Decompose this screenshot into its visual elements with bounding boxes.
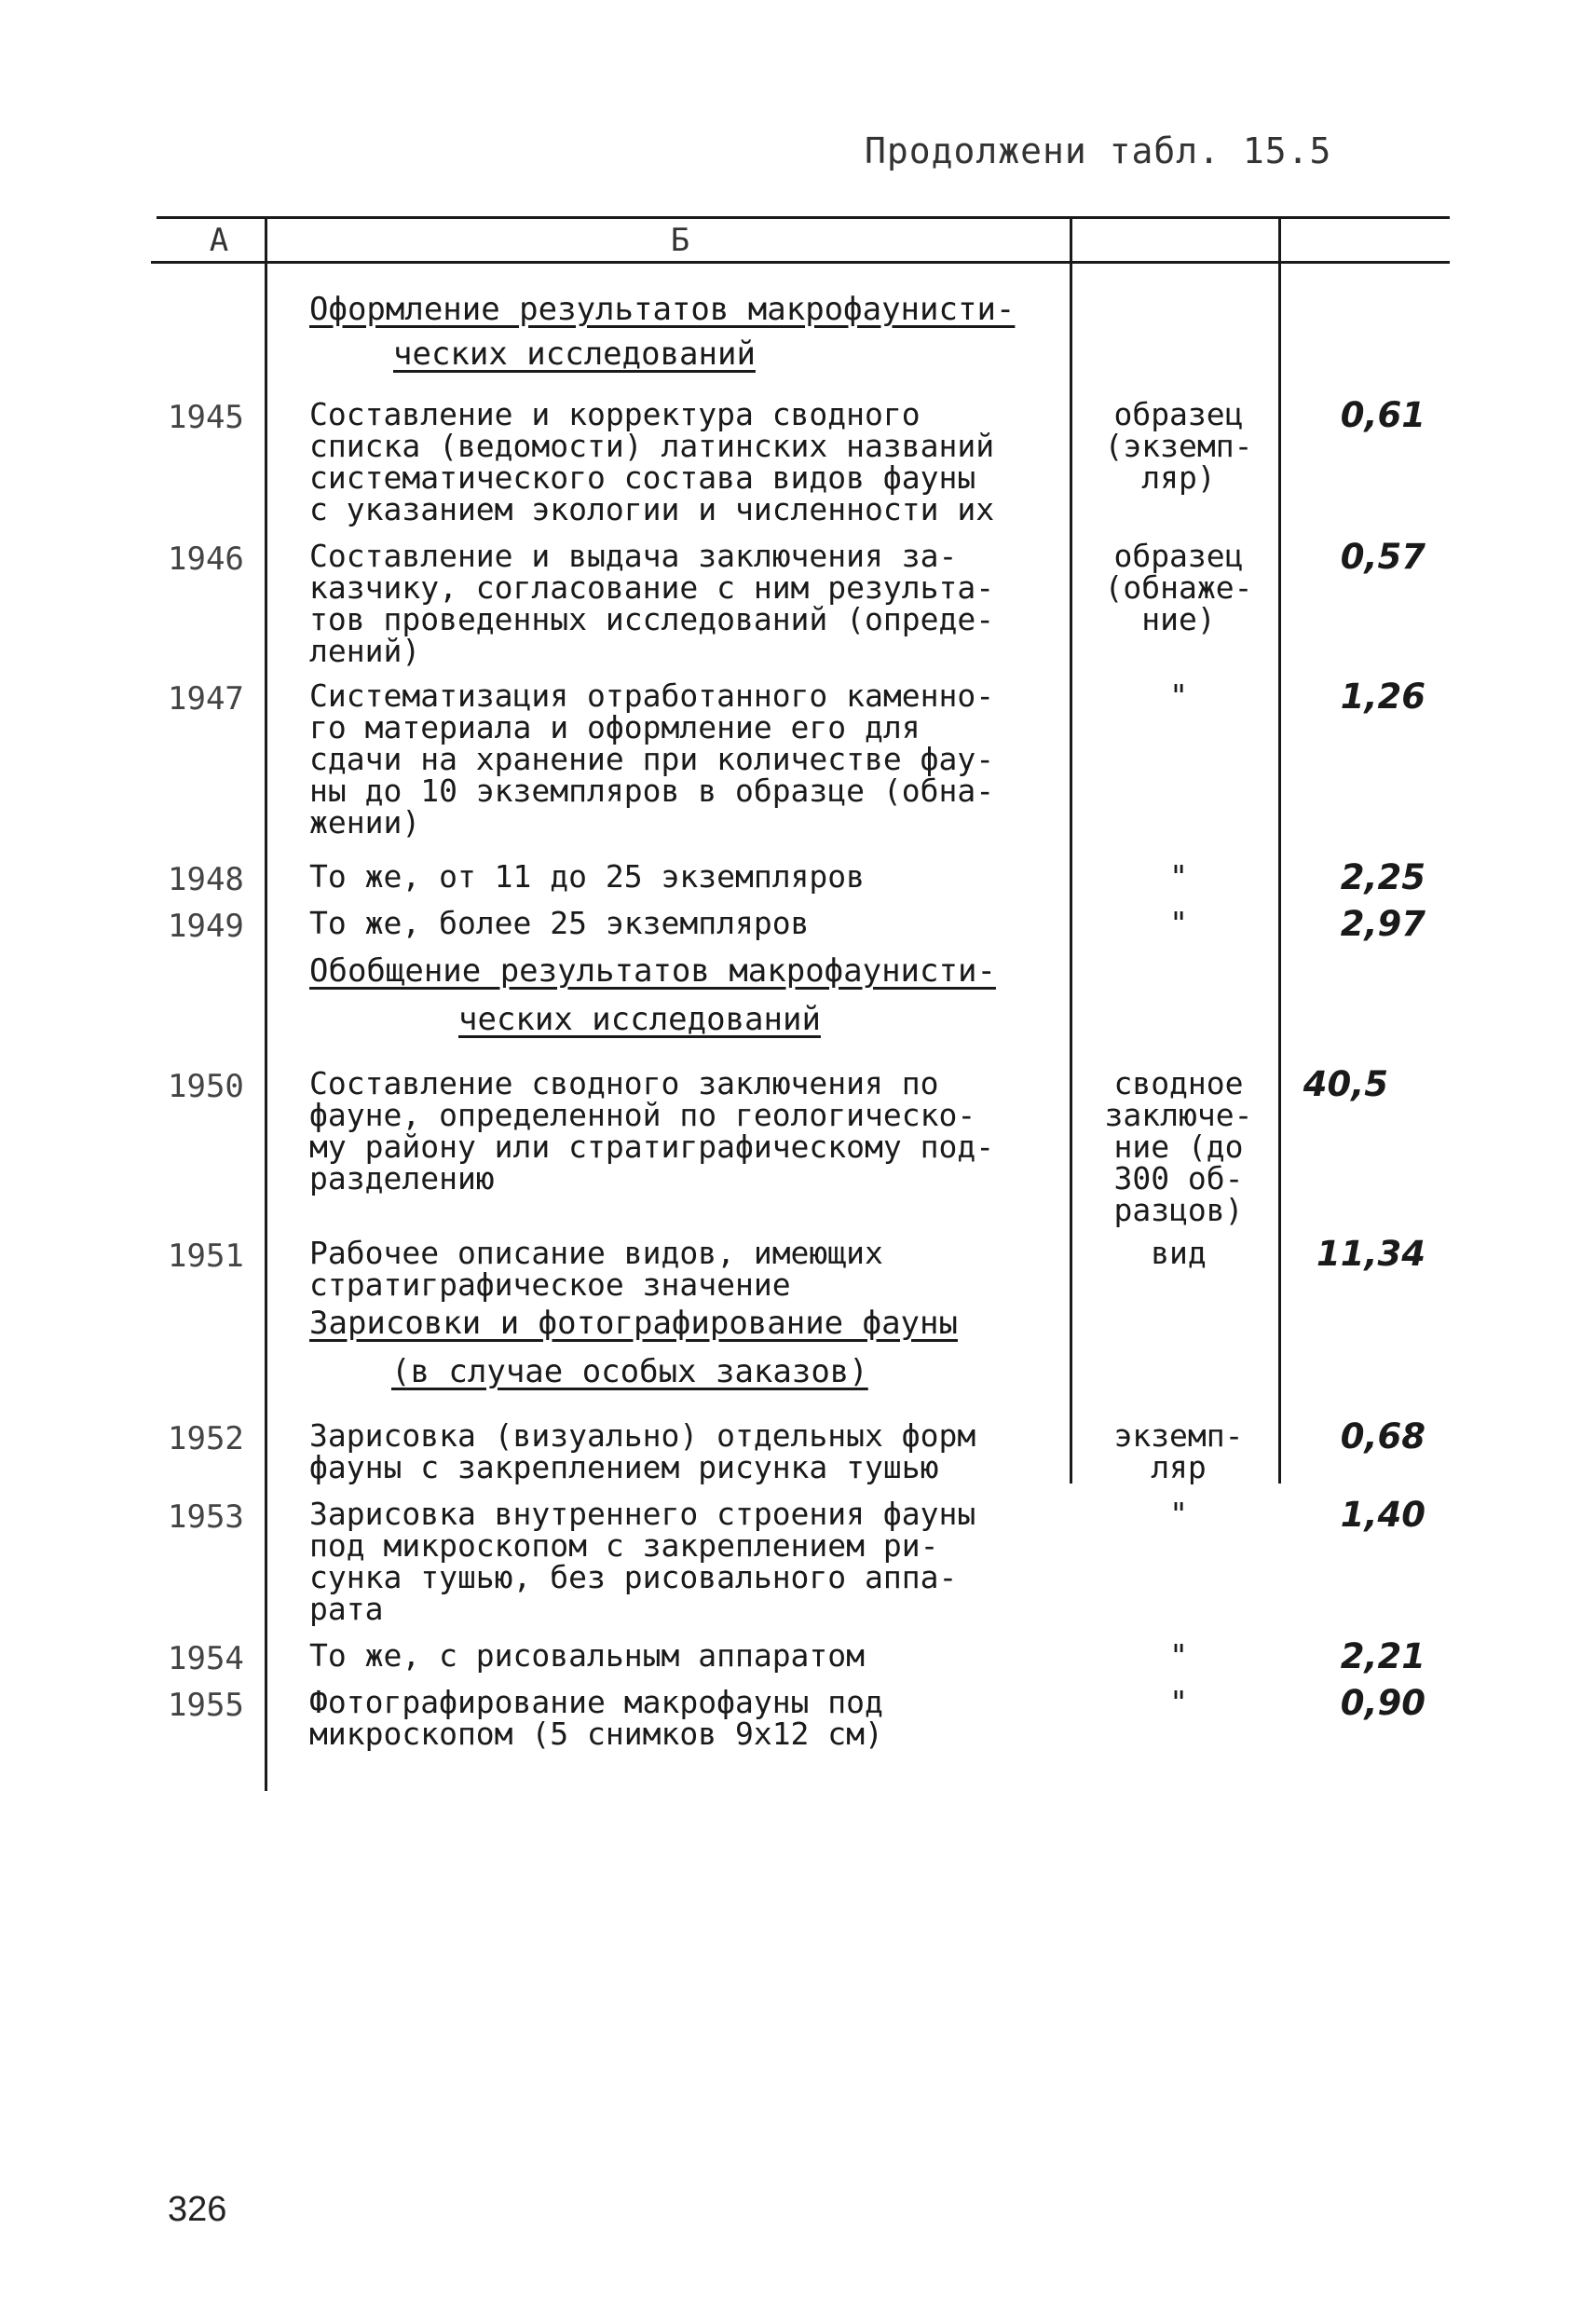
row-code: 1951 (168, 1238, 244, 1275)
row-unit: вид (1151, 1235, 1207, 1271)
row-code: 1955 (168, 1687, 244, 1724)
row-description: Рабочее описание видов, имеющих стратиграфическое значение (309, 1235, 883, 1303)
row-description: Систематизация отработанного каменно- го материала и оформление его для сдачи на хранение при количестве фау- ны до 10 экземпляров в образце (обна- жении) (309, 677, 995, 841)
section-heading-line2: ческих исследований (393, 335, 756, 373)
column-divider-c (1278, 216, 1281, 1484)
row-description: То же, от 11 до 25 экземпляров (309, 858, 866, 895)
row-code: 1947 (168, 680, 244, 718)
row-value: 2,25 (1340, 857, 1425, 897)
section-heading-line1: Зарисовки и фотографирование фауны (309, 1305, 958, 1342)
column-divider-a (265, 216, 267, 1791)
row-description: Зарисовка (визуально) отдельных форм фауны с закреплением рисунка тушью (309, 1417, 976, 1485)
row-description: Составление сводного заключения по фауне, определенной по геологическо- му району или стратиграфическому под- разделению (309, 1065, 995, 1197)
row-value: 1,26 (1340, 677, 1425, 717)
row-value: 1,40 (1340, 1495, 1425, 1535)
row-value: 2,21 (1340, 1636, 1425, 1676)
row-description: Составление и корректура сводного списка (ведомости) латинских названий систематического состава видов фауны с указанием экологии и численности их (309, 396, 995, 527)
row-code: 1953 (168, 1498, 244, 1536)
row-code: 1954 (168, 1640, 244, 1677)
row-value: 11,34 (1316, 1234, 1425, 1274)
row-unit: экземп- ляр (1113, 1417, 1244, 1485)
row-unit: образец (экземп- ляр) (1104, 396, 1253, 496)
row-description: То же, с рисовальным аппаратом (309, 1637, 866, 1674)
row-value: 0,90 (1340, 1683, 1425, 1723)
column-divider-b (1070, 216, 1072, 1484)
row-unit: " (1169, 1684, 1188, 1720)
row-unit: " (1169, 677, 1188, 714)
row-unit: сводное заключе- ние (до 300 об- разцов) (1104, 1065, 1253, 1228)
column-header-a: А (209, 222, 229, 259)
row-unit: образец (обнаже- ние) (1104, 538, 1253, 637)
section-heading-line2: (в случае особых заказов) (391, 1353, 868, 1390)
row-value: 2,97 (1340, 904, 1425, 944)
row-value: 0,61 (1340, 395, 1425, 435)
row-code: 1950 (168, 1068, 244, 1105)
section-heading-line1: Оформление результатов макрофаунисти- (309, 291, 1016, 328)
row-code: 1946 (168, 540, 244, 578)
row-unit: " (1169, 1637, 1188, 1674)
row-code: 1949 (168, 908, 244, 945)
section-heading-line2: ческих исследований (458, 1001, 821, 1038)
row-value: 0,68 (1340, 1416, 1425, 1456)
column-header-b: Б (670, 222, 690, 259)
row-code: 1945 (168, 399, 244, 436)
table-header-border (151, 261, 1450, 264)
page-number: 326 (168, 2190, 227, 2229)
row-value: 40,5 (1303, 1064, 1388, 1104)
table-top-border (157, 216, 1450, 219)
row-description: То же, более 25 экземпляров (309, 905, 810, 941)
row-value: 0,57 (1340, 537, 1425, 577)
row-code: 1948 (168, 861, 244, 898)
row-code: 1952 (168, 1420, 244, 1457)
row-description: Фотографирование макрофауны под микроскопом (5 снимков 9х12 см) (309, 1684, 883, 1752)
table-continuation-label: Продолжени табл. 15.5 (865, 130, 1332, 171)
section-heading-line1: Обобщение результатов макрофаунисти- (309, 952, 996, 990)
row-unit: " (1169, 1496, 1188, 1532)
row-description: Составление и выдача заключения за- казчику, согласование с ним результа- тов проведенных исследований (опреде- лений) (309, 538, 995, 669)
row-unit: " (1169, 858, 1188, 895)
row-unit: " (1169, 905, 1188, 941)
row-description: Зарисовка внутреннего строения фауны под микроскопом с закреплением ри- сунка тушью, без рисовального аппа- рата (309, 1496, 976, 1627)
